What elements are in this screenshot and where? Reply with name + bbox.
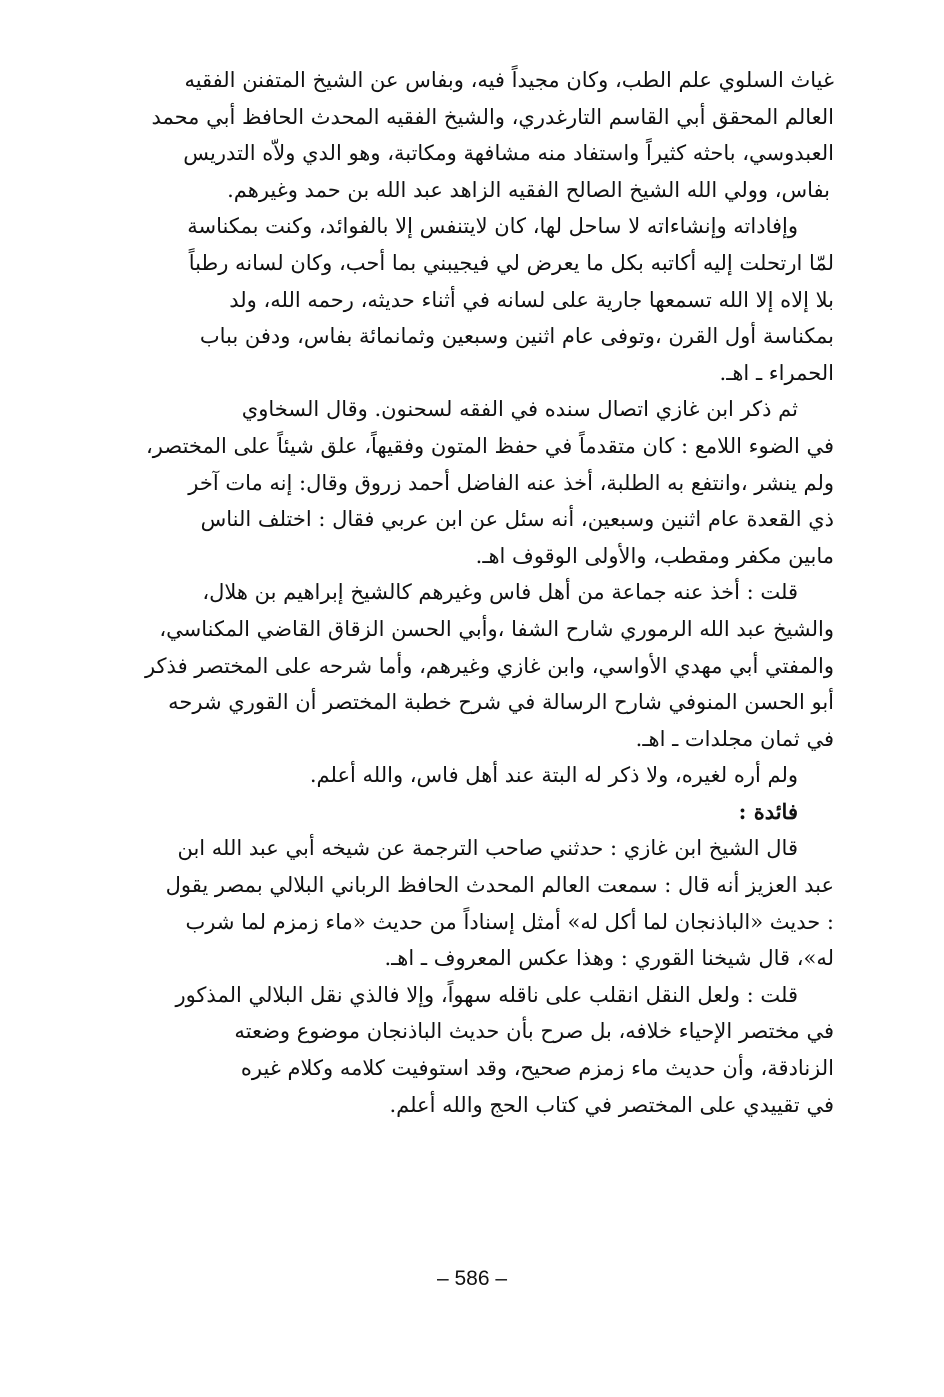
page-number: – 586 – bbox=[436, 1267, 508, 1290]
paragraph-1 bbox=[82, 62, 834, 208]
text-line: والشيخ عبد الله الرموري شارح الشفا ،وأبي الحسن الزقاق القاضي المكناسي، bbox=[159, 616, 834, 641]
text-line: الزنادقة، وأن حديث ماء زمزم صحيح، وقد استوفيت كلامه وكلام غيره bbox=[240, 1056, 834, 1081]
text-line: وإفاداته وإنشاءاته لا ساحل لها، كان لايتنفس إلا بالفوائد، وكنت بمكناسة bbox=[187, 214, 798, 239]
text-line: قلت : أخذ عنه جماعة من أهل فاس وغيرهم كالشيخ إبراهيم بن هلال، bbox=[202, 580, 798, 605]
paragraph-4 bbox=[82, 574, 834, 757]
text-line: : حديث «الباذنجان لما أكل له» أمثل إسناداً من حديث «ماء زمزم لما شرب bbox=[185, 909, 834, 934]
text-line: قال الشيخ ابن غازي : حدثني صاحب الترجمة عن شيخه أبي عبد الله ابن bbox=[177, 836, 798, 861]
text-line: العالم المحقق أبي القاسم التارغدري، والشيخ الفقيه المحدث الحافظ أبي محمد bbox=[151, 104, 834, 129]
text-line: ولم ينشر ،وانتفع به الطلبة، أخذ عنه الفاضل أحمد زروق وقال: إنه مات آخر bbox=[188, 470, 834, 495]
text-line: الحمراء ـ اهـ. bbox=[719, 360, 834, 385]
paragraph-6 bbox=[82, 830, 834, 976]
text-line: بفاس، وولي الله الشيخ الصالح الفقيه الزاهد عبد الله بن حمد وغيرهم. bbox=[227, 177, 830, 202]
text-line: عبد العزيز أنه قال : سمعت العالم المحدث الحافظ الرباني البلالي بمصر يقول bbox=[165, 873, 834, 898]
text-line: في ثمان مجلدات ـ اهـ. bbox=[635, 726, 834, 751]
text-line: قلت : ولعل النقل انقلب على ناقله سهواً، وإلا فالذي نقل البلالي المذكور bbox=[175, 982, 798, 1007]
text-line: له»، قال شيخنا القوري : وهذا عكس المعروف ـ اهـ. bbox=[384, 946, 834, 971]
text-line: بمكناسة أول القرن ،وتوفى عام اثنين وسبعين وثمانمائة بفاس، ودفن بباب bbox=[199, 324, 834, 349]
text-line: أبو الحسن المنوفي شارح الرسالة في شرح خطبة المختصر أن القوري شرحه bbox=[168, 690, 834, 715]
paragraph-2 bbox=[82, 208, 834, 391]
paragraph-3 bbox=[82, 391, 834, 574]
text-line: غياث السلوي علم الطب، وكان مجيداً فيه، وبفاس عن الشيخ المتفنن الفقيه bbox=[184, 68, 834, 92]
text-line: في تقييدي على المختصر في كتاب الحج والله أعلم. bbox=[389, 1092, 834, 1117]
paragraph-7 bbox=[82, 977, 834, 1123]
text-line: العبدوسي، باحثه كثيراً واستفاد منه مشافهة ومكاتبة، وهو الدي ولاّه التدريس bbox=[183, 141, 834, 166]
body-text bbox=[82, 62, 834, 1123]
text-line: ذي القعدة عام اثنين وسبعين، أنه سئل عن ابن عربي فقال : اختلف الناس bbox=[200, 507, 834, 532]
text-line: في الضوء اللامع : كان متقدماً في حفظ المتون وفقيهاً، علق شيئاً على المختصر، bbox=[146, 433, 834, 458]
text-line: بلا إلاه إلا الله تسمعها جارية على لسانه في أثناء حديثه، رحمه الله، ولد bbox=[229, 287, 834, 312]
text-line: في مختصر الإحياء خلافه، بل صرح بأن حديث الباذنجان موضوع وضعته bbox=[234, 1019, 834, 1044]
text-line: مابين مكفر ومقطب، والأولى الوقوف اهـ. bbox=[475, 543, 834, 568]
text-line: لمّا ارتحلت إليه أكاتبه بكل ما يعرض لي فيجيبني بما أحب، وكان لسانه رطباً bbox=[188, 250, 834, 275]
text-line: ثم ذكر ابن غازي اتصال سنده في الفقه لسحنون. وقال السخاوي bbox=[241, 397, 798, 422]
paragraph-5 bbox=[82, 757, 834, 830]
text-line: ولم أره لغيره، ولا ذكر له البتة عند أهل فاس، والله أعلم. bbox=[309, 763, 798, 788]
text-line: والمفتي أبي مهدي الأواسي، وابن غازي وغيرهم، وأما شرحه على المختصر فذكر bbox=[144, 653, 834, 678]
section-heading: فائدة : bbox=[738, 798, 798, 824]
